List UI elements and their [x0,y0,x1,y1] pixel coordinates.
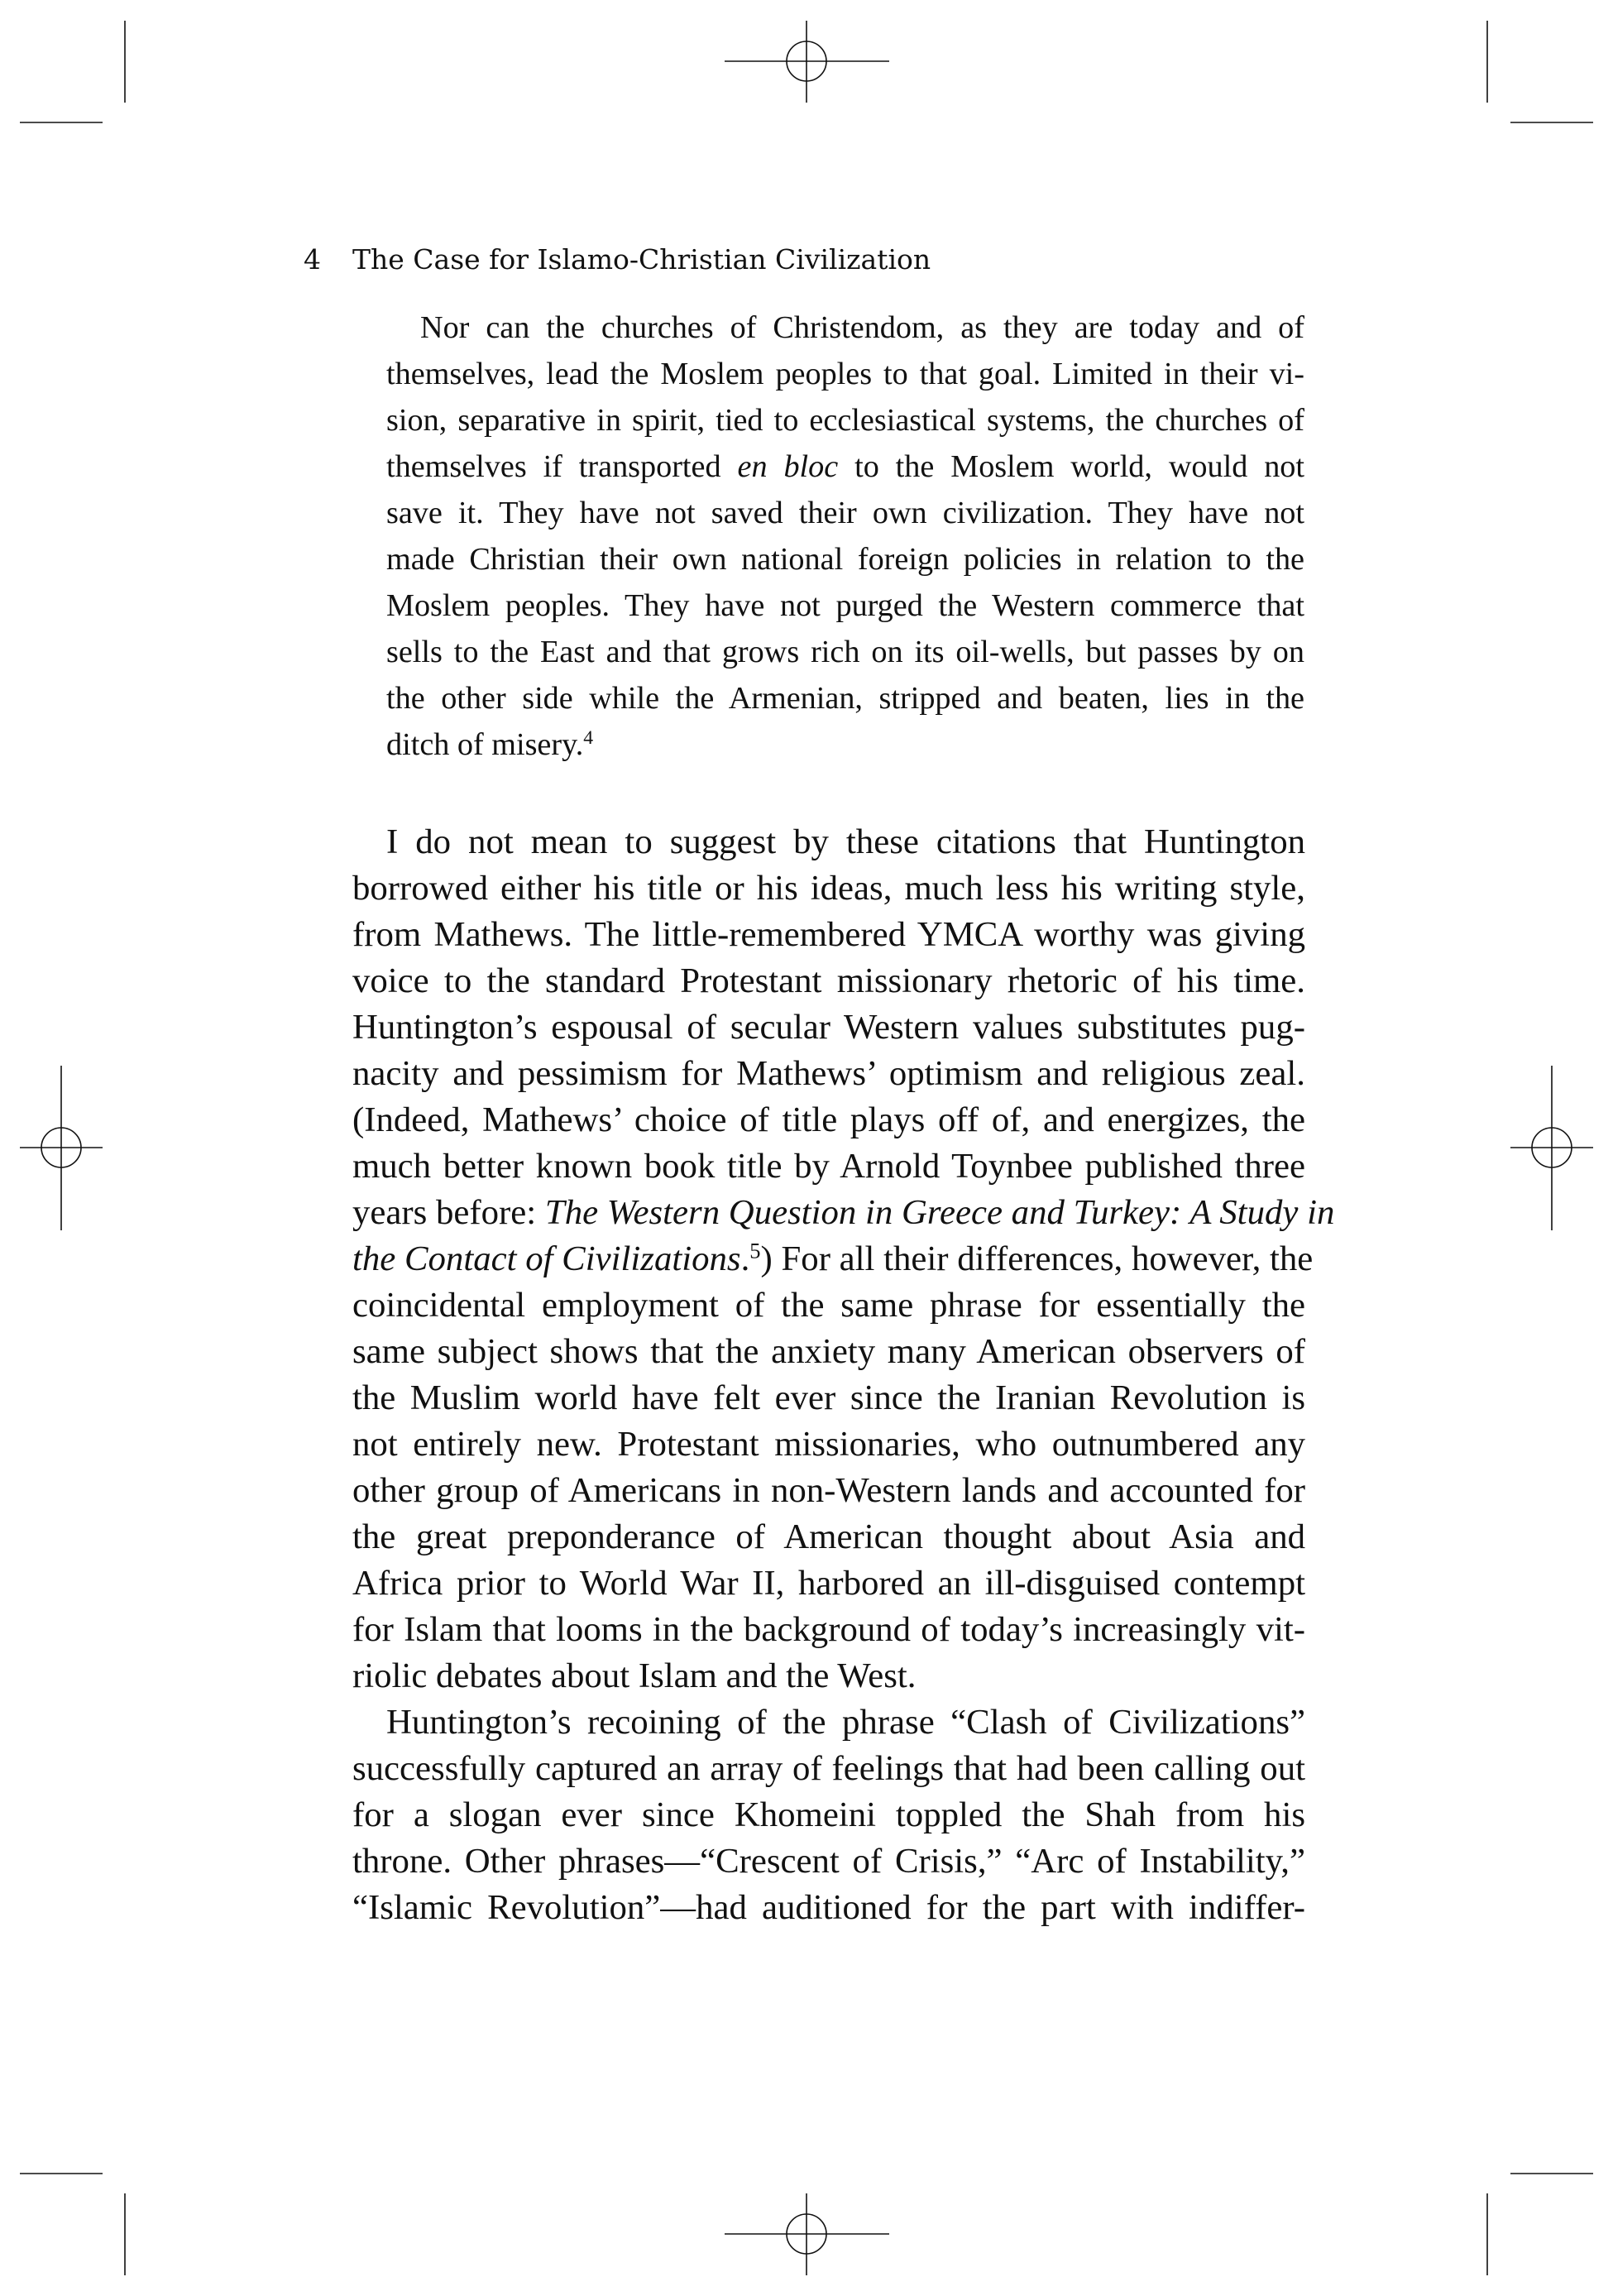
text-line: save it. They have not saved their own civilization. They have not [386,496,1304,530]
text-line: voice to the standard Protestant missionary rhetoric of his time. [352,961,1305,1000]
text-line: Africa prior to World War II, harbored an ill-disguised contempt [352,1564,1305,1603]
text-line: Huntington’s recoining of the phrase “Clash of Civilizations” [386,1703,1305,1742]
text-line: same subject shows that the anxiety many American observers of [352,1332,1305,1371]
running-title: The Case for Islamo-Christian Civilization [352,243,931,276]
text-line: much better known book title by Arnold Toynbee published three [352,1147,1305,1186]
text-line: not entirely new. Protestant missionaries, who outnumbered any [352,1425,1305,1464]
text-line: years before: The Western Question in Greece and Turkey: A Study in [352,1193,1335,1232]
text-line: Nor can the churches of Christendom, as they are today and of [420,310,1304,345]
text-line: from Mathews. The little-remembered YMCA worthy was giving [352,915,1305,954]
registration-mark-left [20,1066,103,1230]
text-line: other group of Americans in non-Western lands and accounted for [352,1471,1305,1510]
text-line: nacity and pessimism for Mathews’ optimism and religious zeal. [352,1054,1305,1093]
text-line: Huntington’s espousal of secular Western values substitutes pug- [352,1008,1305,1047]
text-line: throne. Other phrases—“Crescent of Crisis,” “Arc of Instability,” [352,1842,1305,1881]
page-number: 4 [304,243,321,276]
text-line: “Islamic Revolution”—had auditioned for the part with indiffer- [352,1888,1305,1927]
text-line: Moslem peoples. They have not purged the Western commerce that [386,588,1304,623]
text-line: the other side while the Armenian, stripped and beaten, lies in the [386,681,1304,716]
text-line: ditch of misery.$^4$ [386,726,594,762]
text-line: the Muslim world have felt ever since the Iranian Revolution is [352,1378,1305,1417]
text-line: (Indeed, Mathews’ choice of title plays off of, and energizes, the [352,1100,1305,1139]
book-title: the Contact of Civilizations [352,1239,741,1278]
text-line: themselves, lead the Moslem peoples to that goal. Limited in their vi- [386,357,1304,391]
text-line: sells to the East and that grows rich on its oil-wells, but passes by on [386,635,1304,669]
text-line: themselves if transported en bloc to the Moslem world, would not [386,449,1305,484]
text-line: for a slogan ever since Khomeini toppled the Shah from his [352,1795,1305,1834]
text-line: the Contact of Civilizations.$^5$) For all their differences, however, the [352,1238,1314,1278]
registration-mark-bottom [725,2193,889,2275]
running-header [304,243,1306,276]
text-line: for Islam that looms in the background of today’s increasingly vit- [352,1610,1305,1649]
text-line: successfully captured an array of feelings that had been calling out [352,1749,1305,1788]
text-line: coincidental employment of the same phrase for essentially the [352,1286,1305,1325]
text-line: sion, separative in spirit, tied to ecclesiastical systems, the churches of [386,403,1304,438]
italic-term: en bloc [737,449,839,484]
registration-mark-top [725,21,889,103]
text-line: I do not mean to suggest by these citations that Huntington [386,822,1305,861]
registration-mark-right [1510,1066,1593,1230]
book-title: The Western Question in Greece and Turkey: A Study in [544,1193,1335,1232]
footnote-marker: 5 [749,1238,761,1263]
text-line: borrowed either his title or his ideas, much less his writing style, [352,869,1305,908]
footnote-marker: 4 [583,726,594,749]
text-line: made Christian their own national foreign policies in relation to the [386,542,1304,577]
text-line: the great preponderance of American thought about Asia and [352,1517,1305,1556]
text-line: riolic debates about Islam and the West. [352,1656,917,1695]
